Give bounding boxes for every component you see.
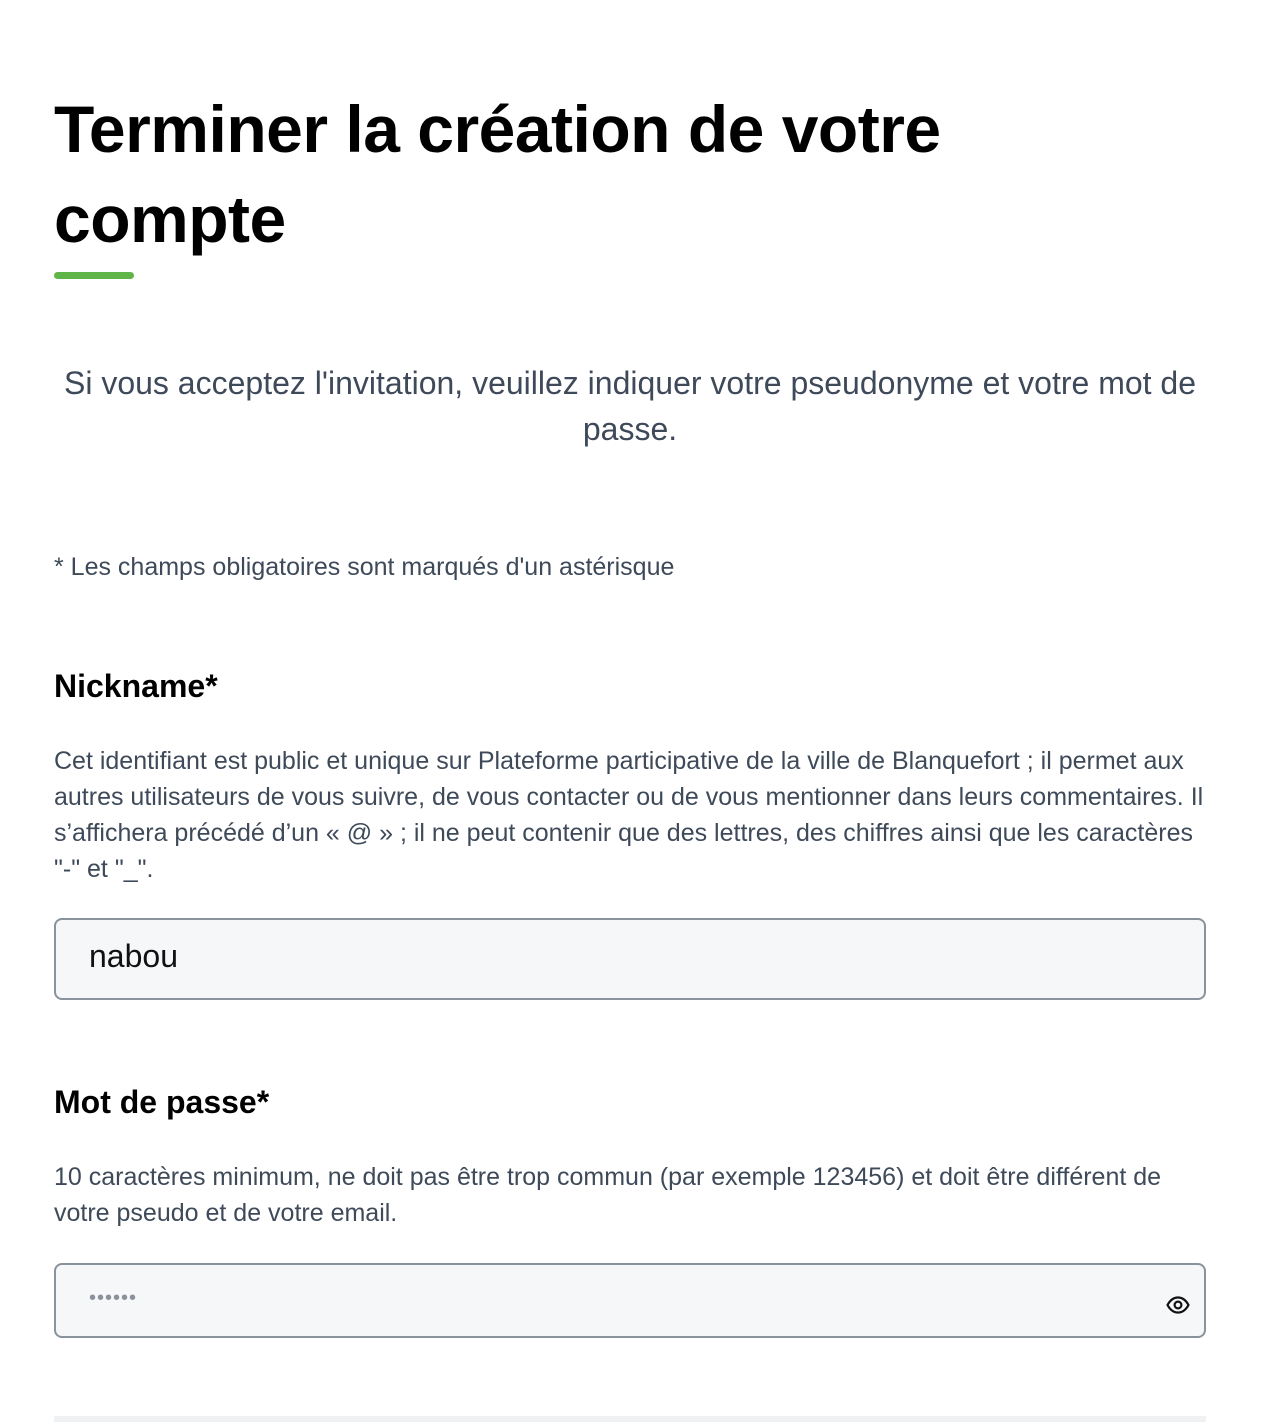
nickname-help-text: Cet identifiant est public et unique sur Plateforme participative de la ville de Blanquefort ; il permet aux autres utilisateurs de vous suivre, de vous contacter ou de vous mentionner dans leurs commentaires. Il s’affichera précédé d’un « @ » ; il ne peut contenir que des lettres, des chiffres ainsi que les caractères "-" et "_". [54, 747, 1204, 883]
nickname-input-value: nabou [89, 938, 178, 974]
required-fields-note: * Les champs obligatoires sont marqués d'un astérisque [54, 553, 675, 581]
password-label: Mot de passe* [54, 1084, 270, 1120]
page-title: Terminer la création de votre compte [54, 92, 941, 256]
password-help-text: 10 caractères minimum, ne doit pas être trop commun (par exemple 123456) et doit être différent de votre pseudo et de votre email. [54, 1163, 1162, 1227]
password-input[interactable] [54, 1263, 1206, 1338]
nickname-label: Nickname* [54, 668, 218, 704]
password-masked-value: •••••• [89, 1287, 138, 1309]
title-underline [54, 272, 134, 279]
bottom-divider [54, 1416, 1206, 1422]
intro-text: Si vous acceptez l'invitation, veuillez indiquer votre pseudonyme et votre mot de passe. [63, 365, 1197, 447]
nickname-input[interactable] [54, 918, 1206, 1000]
eye-icon[interactable] [1166, 1295, 1190, 1315]
